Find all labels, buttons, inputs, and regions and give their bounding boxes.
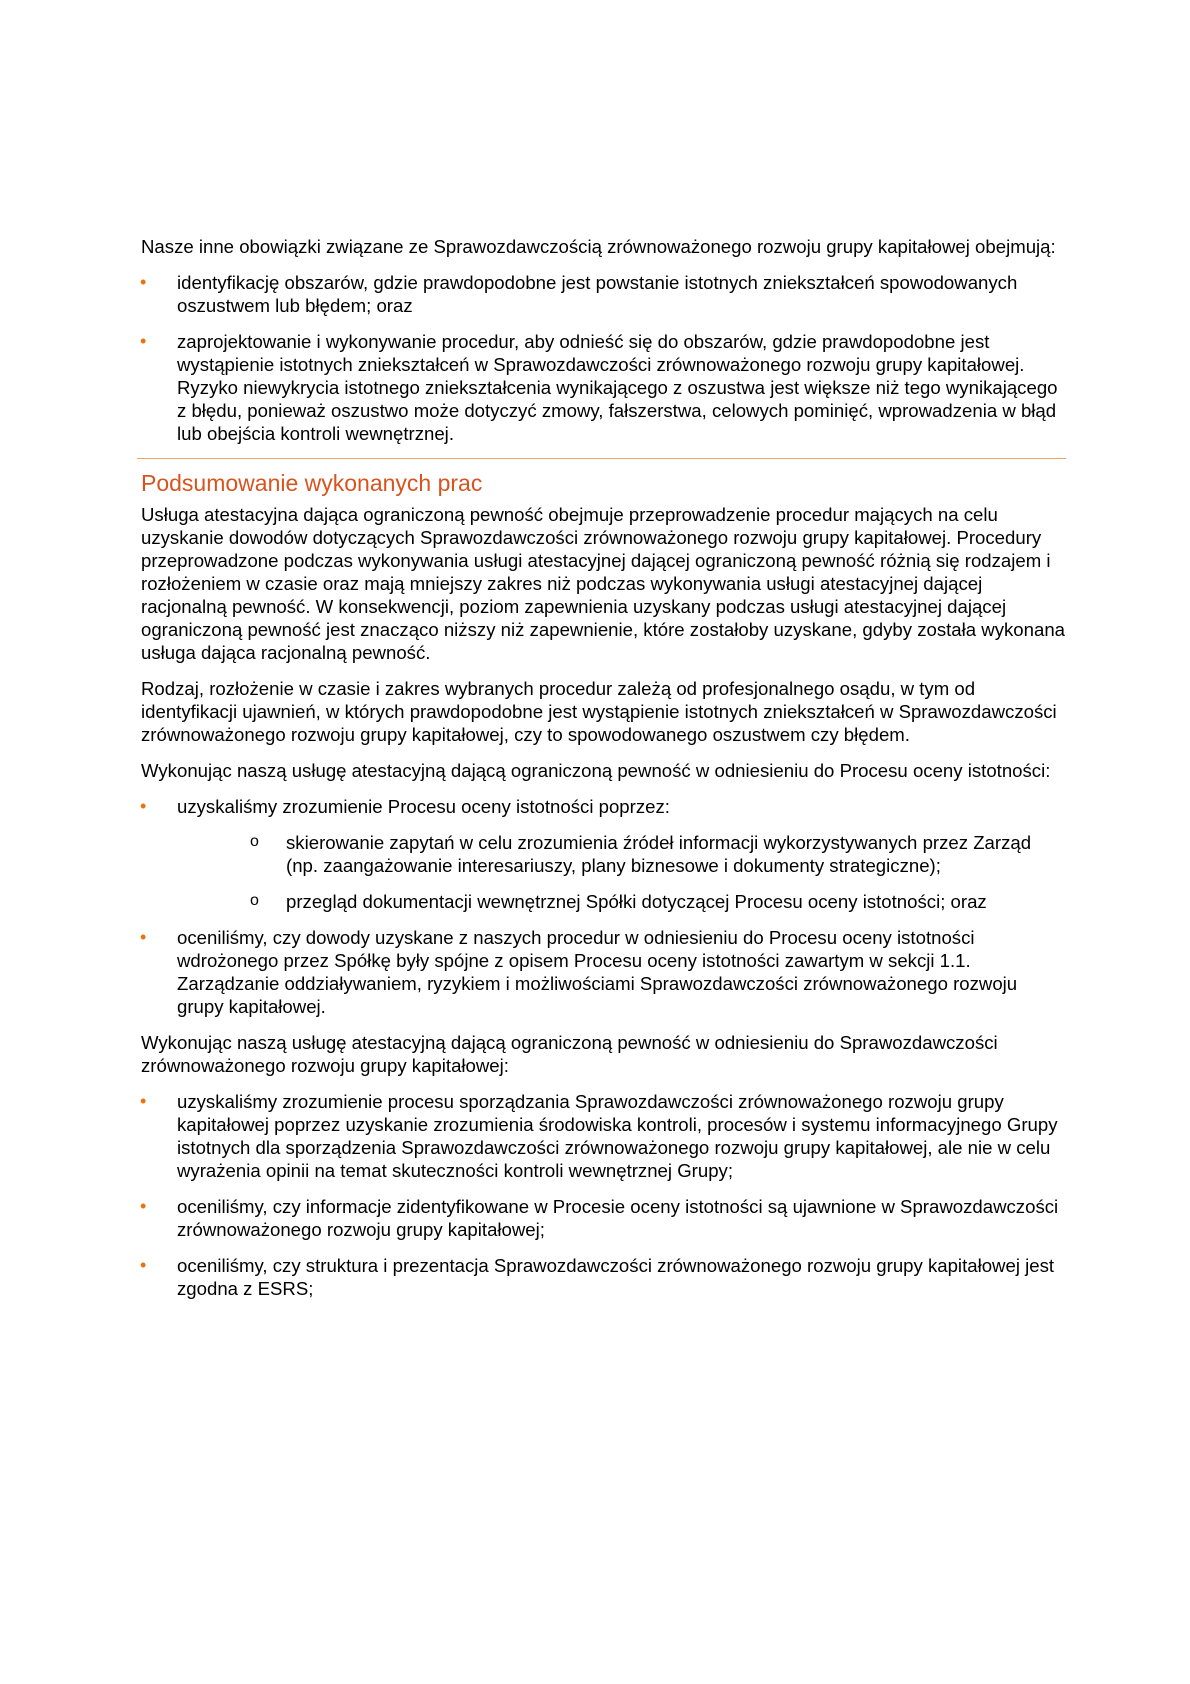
paragraph-procedures: Rodzaj, rozłożenie w czasie i zakres wybranych procedur zależą od profesjonalnego osądu, w tym od identyfikacji ujawnień, w których prawdopodobne jest wystąpienie istotnych zniekształceń w Sprawozdawczości zrównoważonego rozwoju grupy kapitałowej, czy to spowodowanego oszustwem czy błędem. [141, 678, 1057, 745]
list-item: • identyfikację obszarów, gdzie prawdopodobne jest powstanie istotnych zniekształceń spowodowanych oszustwem lub błędem; oraz [141, 271, 1066, 317]
intro-paragraph: Nasze inne obowiązki związane ze Sprawozdawczością zrównoważonego rozwoju grupy kapitałowej obejmują: [141, 236, 1056, 257]
sub-list-item: o przegląd dokumentacji wewnętrznej Spółki dotyczącej Procesu oceny istotności; oraz [177, 890, 1066, 913]
paragraph-reporting-intro: Wykonując naszą usługę atestacyjną dającą ograniczoną pewność w odniesieniu do Sprawozdawczości zrównoważonego rozwoju grupy kapitałowej: [141, 1032, 998, 1076]
paragraph-limited-assurance: Usługa atestacyjna dająca ograniczoną pewność obejmuje przeprowadzenie procedur mających na celu uzyskanie dowodów dotyczących Sprawozdawczości zrównoważonego rozwoju grupy kapitałowej. Procedury przeprowadzone podczas wykonywania usługi atestacyjnej dającej ograniczoną pewność różnią się rodzajem i rozłożeniem w czasie oraz mają mniejszy zakres niż podczas wykonywania usługi atestacyjnej dającej racjonalną pewność. W konsekwencji, poziom zapewnienia uzyskany podczas usługi atestacyjnej dającej ograniczoną pewność jest znacząco niższy niż zapewnienie, które zostałoby uzyskane, gdyby została wykonana usługa dająca racjonalną pewność. [141, 504, 1065, 663]
list-item: • uzyskaliśmy zrozumienie procesu sporządzania Sprawozdawczości zrównoważonego rozwoju grupy kapitałowej poprzez uzyskanie zrozumienia środowiska kontroli, procesów i systemu informacyjnego Grupy istotnych dla sporządzenia Sprawozdawczości zrównoważonego rozwoju grupy kapitałowej, ale nie w celu wyrażenia opinii na temat skuteczności kontroli wewnętrznej Grupy; [141, 1090, 1066, 1182]
list-item [141, 795, 1066, 913]
list-item: • oceniliśmy, czy informacje zidentyfikowane w Procesie oceny istotności są ujawnione w Sprawozdawczości zrównoważonego rozwoju grupy kapitałowej; [141, 1195, 1066, 1241]
list-item: • oceniliśmy, czy dowody uzyskane z naszych procedur w odniesieniu do Procesu oceny istotności wdrożonego przez Spółkę były spójne z opisem Procesu oceny istotności zawartym w sekcji 1.1. Zarządzanie oddziaływaniem, ryzykiem i możliwościami Sprawozdawczości zrównoważonego rozwoju grupy kapitałowej. [141, 926, 1066, 1018]
list-item-text: uzyskaliśmy zrozumienie Procesu oceny istotności poprzez: [177, 796, 670, 817]
section-heading: Podsumowanie wykonanych prac [141, 470, 483, 496]
reporting-bullet-list [141, 1090, 1066, 1300]
sub-list-item: o skierowanie zapytań w celu zrozumienia źródeł informacji wykorzystywanych przez Zarząd (np. zaangażowanie interesariuszy, plany biznesowe i dokumenty strategiczne); [177, 831, 1066, 877]
intro-bullet-list [141, 271, 1066, 445]
list-item: • oceniliśmy, czy struktura i prezentacja Sprawozdawczości zrównoważonego rozwoju grupy kapitałowej jest zgodna z ESRS; [141, 1254, 1066, 1300]
materiality-bullet-list [141, 795, 1066, 1018]
paragraph-materiality-intro: Wykonując naszą usługę atestacyjną dającą ograniczoną pewność w odniesieniu do Procesu oceny istotności: [141, 760, 1051, 781]
list-item: • zaprojektowanie i wykonywanie procedur, aby odnieść się do obszarów, gdzie prawdopodobne jest wystąpienie istotnych zniekształceń w Sprawozdawczości zrównoważonego rozwoju grupy kapitałowej. Ryzyko niewykrycia istotnego zniekształcenia wynikającego z oszustwa jest większe niż tego wynikającego z błędu, ponieważ oszustwo może dotyczyć zmowy, fałszerstwa, celowych pominięć, wprowadzenia w błąd lub obejścia kontroli wewnętrznej. [141, 330, 1066, 445]
sub-list [177, 831, 1066, 913]
section-divider [137, 458, 1066, 459]
document-body [141, 235, 1066, 1313]
